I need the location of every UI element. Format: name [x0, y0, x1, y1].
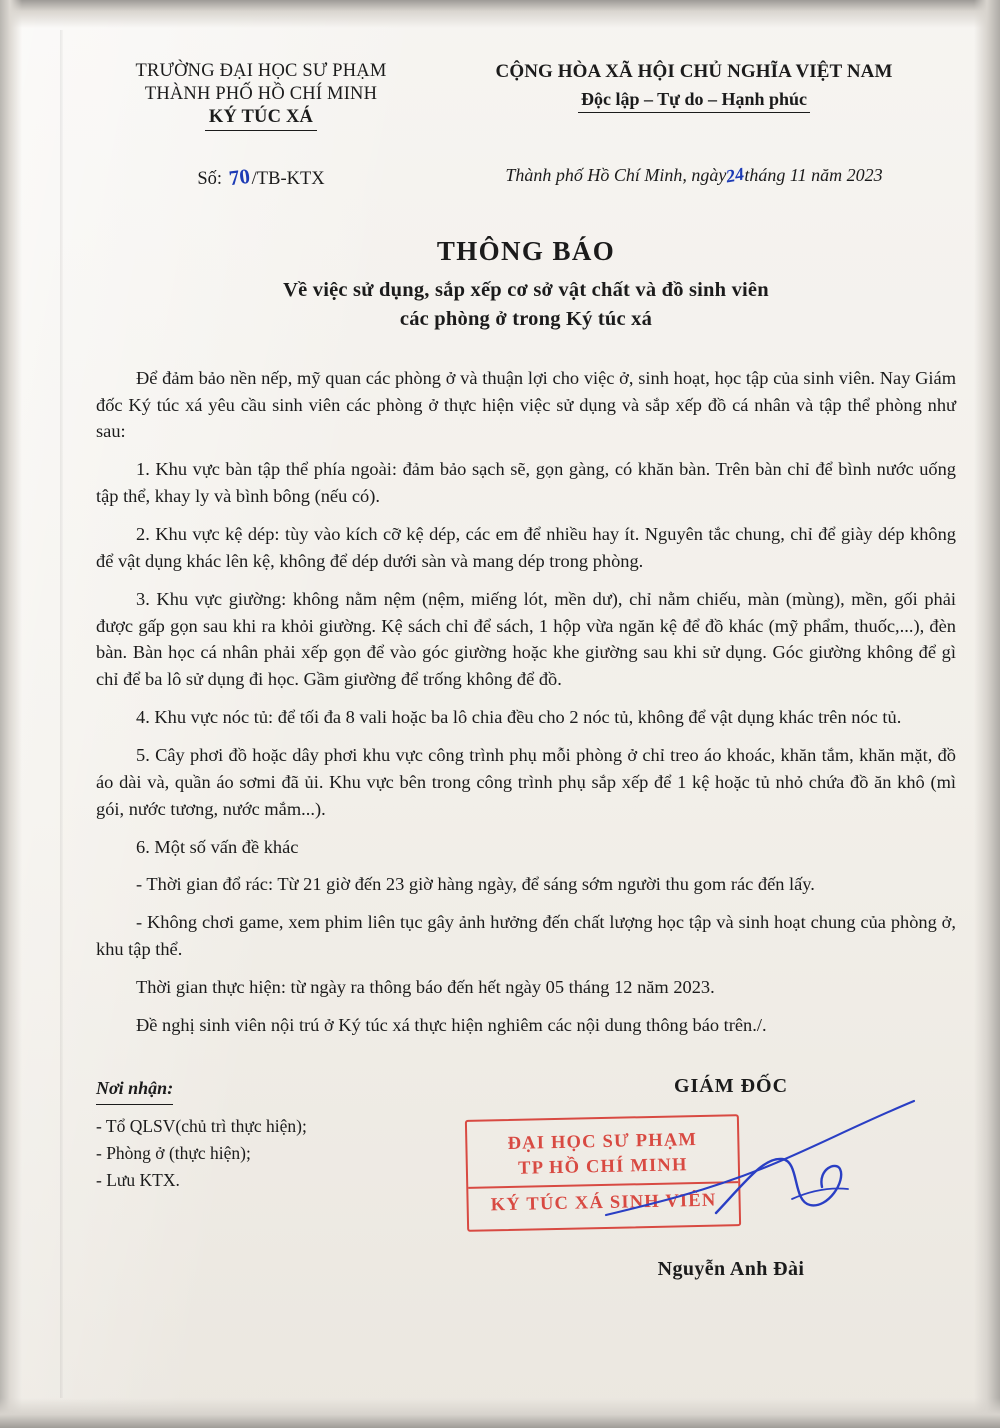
stamp-line-1: ĐẠI HỌC SƯ PHẠM [507, 1129, 698, 1154]
national-motto: Độc lập – Tự do – Hạnh phúc [578, 88, 810, 113]
paragraph-item-6a: - Thời gian đổ rác: Từ 21 giờ đến 23 giờ hàng ngày, để sáng sớm người thu gom rác đến lấy. [136, 874, 815, 895]
paper-edge-right [974, 0, 1000, 1428]
document-body [96, 365, 956, 1039]
paragraph-closing: Đề nghị sinh viên nội trú ở Ký túc xá thực hiện nghiêm các nội dung thông báo trên./. [136, 1014, 767, 1035]
title-subtitle-line-1: Về việc sử dụng, sắp xếp cơ sở vật chất và đồ sinh viên [283, 278, 769, 301]
paragraph-item-4: 4. Khu vực nóc tủ: để tối đa 8 vali hoặc ba lô chia đều cho 2 nóc tủ, không để vật dụng khác trên nóc tủ. [136, 707, 902, 728]
document-number-label: Số: [197, 168, 223, 189]
signer-role: GIÁM ĐỐC [673, 1074, 789, 1097]
paragraph-intro: Để đảm bảo nền nếp, mỹ quan các phòng ở và thuận lợi cho việc ở, sinh hoạt, học tập của sinh viên. Nay Giám đốc Ký túc xá yêu cầu sinh viên các phòng ở thực hiện việc sử dụng và sắp xếp đồ cá nhân và tập thể phòng như sau: [96, 367, 956, 442]
stamp-line-3: KÝ TÚC XÁ SINH VIÊN [468, 1181, 739, 1219]
national-title: CỘNG HÒA XÃ HỘI CHỦ NGHĨA VIỆT NAM [495, 61, 893, 82]
recipient-item: - Lưu KTX. [96, 1169, 180, 1190]
org-line-1: TRƯỜNG ĐẠI HỌC SƯ PHẠM [135, 61, 387, 81]
paragraph-item-6b: - Không chơi game, xem phim liên tục gây ảnh hưởng đến chất lượng học tập và sinh hoạt chung của phòng ở, khu tập thể. [96, 912, 956, 960]
page-title: THÔNG BÁO [436, 235, 616, 266]
document-number-date-row [96, 165, 956, 190]
signature-block [476, 1075, 956, 1281]
paper-edge-top [0, 0, 1000, 28]
document-header [96, 60, 956, 131]
org-line-3: KÝ TÚC XÁ [205, 106, 317, 131]
document-content [96, 60, 956, 1315]
document-number-suffix: /TB-KTX [251, 168, 325, 189]
date-day-handwritten: 24 [724, 163, 746, 187]
paper-edge-bottom [0, 1398, 1000, 1428]
official-stamp [465, 1114, 741, 1232]
place-date-prefix: Thành phố Hồ Chí Minh, ngày [505, 164, 727, 185]
paragraph-item-1: 1. Khu vực bàn tập thể phía ngoài: đảm bảo sạch sẽ, gọn gàng, có khăn bàn. Trên bàn chỉ để bình nước uống tập thể, khay ly và bình bông (nếu có). [96, 459, 956, 507]
stamp-line-2: TP HỒ CHÍ MINH [517, 1154, 688, 1179]
national-heading [432, 60, 956, 113]
document-number-handwritten: 70 [227, 163, 251, 190]
paragraph-deadline: Thời gian thực hiện: từ ngày ra thông báo đến hết ngày 05 tháng 12 năm 2023. [136, 977, 715, 998]
recipient-item: - Phòng ở (thực hiện); [96, 1142, 251, 1163]
paragraph-item-5: 5. Cây phơi đồ hoặc dây phơi khu vực công trình phụ mỗi phòng ở chỉ treo áo khoác, khăn tắm, khăn mặt, đồ áo dài và, quần áo sơmi đã ủi. Khu vực bên trong công trình phụ sắp xếp để 1 kệ hoặc tủ nhỏ chứa đồ ăn khô (mì gói, nước tương, nước mắm...). [96, 745, 956, 819]
document-footer [96, 1075, 956, 1315]
paragraph-item-3: 3. Khu vực giường: không nằm nệm (nệm, miếng lót, mền dư), chỉ nằm chiếu, màn (mùng), mền, gối phải được gấp gọn sau khi ra khỏi giường. Kệ sách chỉ để sách, 1 hộp vừa ngăn kệ để đồ khác (mỹ phẩm, thuốc,...), đèn bàn. Bàn học cá nhân phải xếp gọn để vào góc giường hoặc khe giường sau khi sử dụng. Góc giường không để gì chỉ để ba lô sử dụng đi học. Gầm giường để trống không để đồ. [96, 588, 956, 690]
recipients-title: Nơi nhận: [96, 1075, 173, 1105]
org-line-2: THÀNH PHỐ HỒ CHÍ MINH [144, 83, 378, 104]
place-and-date [432, 165, 956, 186]
paragraph-item-2: 2. Khu vực kệ dép: tùy vào kích cỡ kệ dép, các em để nhiều hay ít. Nguyên tắc chung, chỉ để giày dép không để vật dụng khác lên kệ, không để dép dưới sàn và mang dép trong phòng. [96, 523, 956, 571]
document-title-block [96, 236, 956, 331]
paragraph-item-6: 6. Một số vấn đề khác [136, 836, 299, 857]
signer-name: Nguyễn Anh Đài [657, 1257, 805, 1280]
recipients-block [96, 1075, 476, 1194]
recipient-item: - Tổ QLSV(chủ trì thực hiện); [96, 1115, 307, 1136]
title-subtitle-line-2: các phòng ở trong Ký túc xá [399, 307, 653, 330]
document-number [96, 165, 426, 190]
issuing-organization [96, 60, 426, 131]
paper-edge-left [0, 0, 22, 1428]
paper-fold-line [60, 30, 63, 1398]
place-date-suffix: tháng 11 năm 2023 [744, 164, 883, 185]
